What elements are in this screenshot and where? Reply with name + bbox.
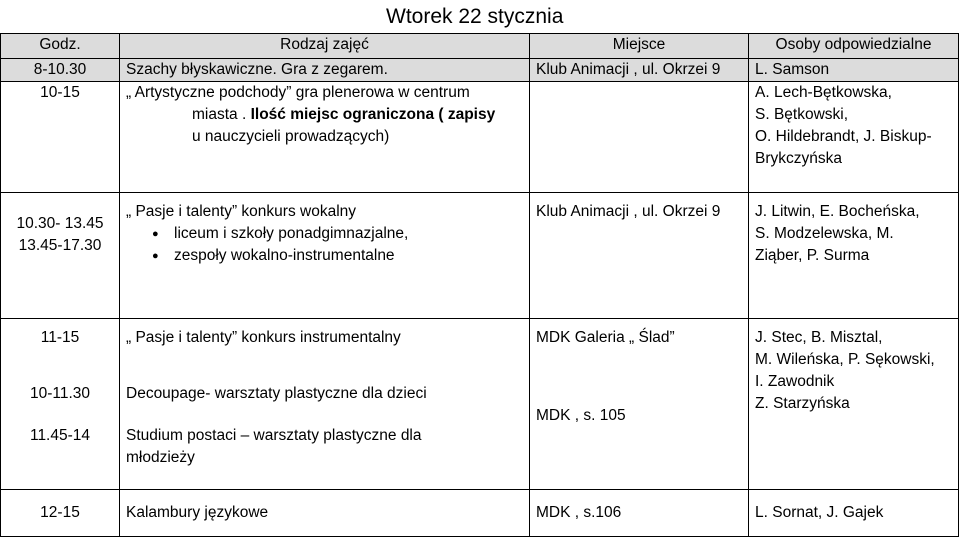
table-row [1,82,959,193]
row5-persons: L. Sornat, J. Gajek [749,490,959,537]
row2-persons-line: Brykczyńska [755,150,842,167]
row2-activity-line1: „ Artystyczne podchody” gra plenerowa w centrum [126,84,470,101]
row2-persons-line: O. Hildebrandt, J. Biskup- [755,128,932,145]
row4-activity-3b: młodzieży [126,449,195,466]
row2-activity-line2-pre: miasta . [192,106,251,123]
row4-place [530,319,749,490]
row3-activity [120,193,530,319]
row2-activity [120,82,530,193]
header-time: Godz. [1,34,120,59]
row4-persons-2: Z. Starzyńska [755,395,850,412]
row3-activity-bullet: ● zespoły wokalno-instrumentalne [120,245,529,267]
table-header-row [1,34,959,59]
row1-place: Klub Animacji , ul. Okrzei 9 [530,59,749,82]
header-activity: Rodzaj zajęć [120,34,530,59]
row4-persons-line: J. Stec, B. Misztal, [755,329,883,346]
row4-persons-line: M. Wileńska, P. Sękowski, [755,351,935,368]
row3-activity-bullet: ● liceum i szkoły ponadgimnazjalne, [120,223,529,245]
row5-activity: Kalambury językowe [120,490,530,537]
schedule-table [0,33,959,537]
header-place: Miejsce [530,34,749,59]
header-persons: Osoby odpowiedzialne [749,34,959,59]
row5-place: MDK , s.106 [530,490,749,537]
row1-activity: Szachy błyskawiczne. Gra z zegarem. [120,59,530,82]
row4-time [1,319,120,490]
row4-persons [749,319,959,490]
row4-time-main: 11-15 [40,329,80,346]
row1-persons: L. Samson [749,59,959,82]
row2-persons-line: A. Lech-Bętkowska, [755,84,892,101]
row2-persons-line: S. Bętkowski, [755,106,849,123]
row3-persons-line: Ziąber, P. Surma [755,247,870,264]
row2-activity-line2 [120,104,529,126]
row4-persons-line: I. Zawodnik [755,373,835,390]
table-row [1,59,959,82]
row4-activity-3: Studium postaci – warsztaty plastyczne dla [126,427,422,444]
row3-persons-line: S. Modzelewska, M. [755,225,894,242]
row3-time-line: 10.30- 13.45 [16,215,104,232]
row3-persons [749,193,959,319]
row2-persons [749,82,959,193]
row3-persons-line: J. Litwin, E. Bocheńska, [755,203,920,220]
table-row [1,193,959,319]
table-row [1,319,959,490]
row3-activity-title: „ Pasje i talenty” konkurs wokalny [126,203,357,220]
row4-activity [120,319,530,490]
page-title: Wtorek 22 stycznia [386,5,564,28]
row5-time: 12-15 [1,490,120,537]
row3-time [1,193,120,319]
row2-place [530,82,749,193]
row4-activity-main: „ Pasje i talenty” konkurs instrumentalny [126,329,401,346]
row1-time: 8-10.30 [1,59,120,82]
row2-time: 10-15 [1,82,120,193]
row4-place-main: MDK Galeria „ Ślad” [536,329,675,346]
row4-time-3: 11.45-14 [29,427,91,444]
row2-activity-note: Ilość miejsc ograniczona ( zapisy [250,106,496,123]
row4-place-2: MDK , s. 105 [536,407,626,424]
row3-time-line: 13.45-17.30 [18,237,102,254]
row4-time-2: 10-11.30 [29,385,91,402]
table-row [1,490,959,537]
row2-activity-line3: u nauczycieli prowadzących) [192,128,390,145]
page-title-row [0,5,960,33]
row4-activity-2: Decoupage- warsztaty plastyczne dla dzieci [126,385,427,402]
row3-place: Klub Animacji , ul. Okrzei 9 [530,193,749,319]
